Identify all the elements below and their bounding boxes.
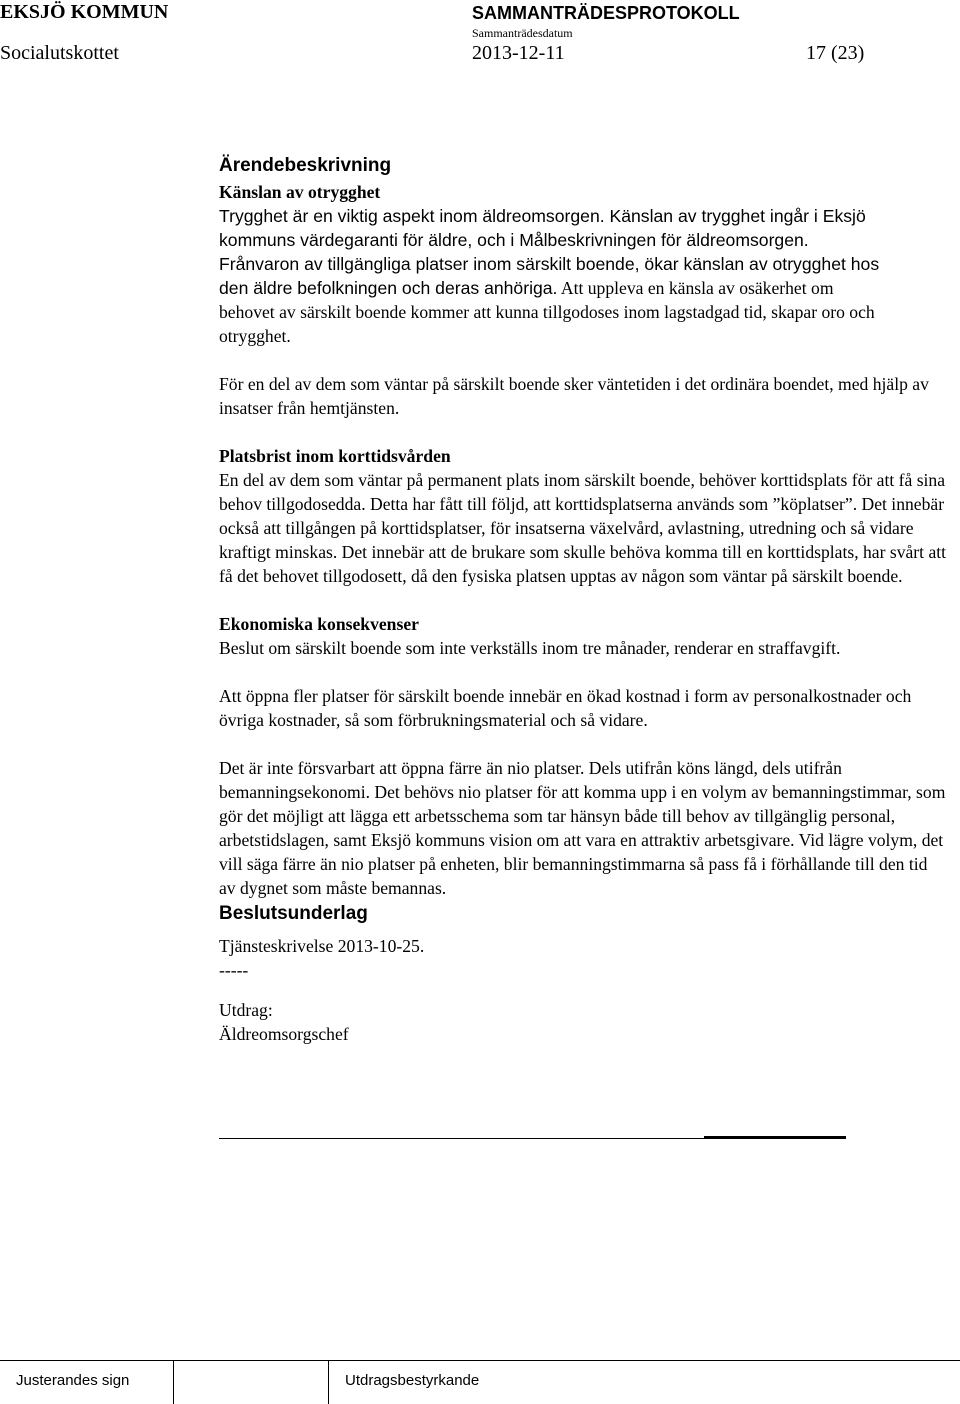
paragraph-line: Frånvaron av tillgängliga platser inom särskilt boende, ökar känslan av otrygghet hos (219, 254, 880, 274)
organization-name: EKSJÖ KOMMUN (0, 1, 169, 23)
meeting-date: 2013-12-11 (472, 42, 565, 64)
paragraph-line: Trygghet är en viktig aspekt inom äldreomsorgen. Känslan av trygghet ingår i Eksjö (219, 206, 866, 226)
excerpt-label: Utdrag: (219, 1000, 273, 1020)
paragraph-line (219, 276, 947, 300)
signature-line (219, 1138, 846, 1139)
footer-divider (0, 1360, 960, 1361)
paragraph: Att öppna fler platser för särskilt boende innebär en ökad kostnad i form av personalkostnader och övriga kostnader, så som förbrukningsmaterial och så vidare. (219, 686, 912, 730)
page-number: 17 (23) (806, 42, 865, 64)
footer-cell-divider (328, 1360, 329, 1404)
paragraph: behovet av särskilt boende kommer att kunna tillgodoses inom lagstadgad tid, skapar oro och otrygghet. (219, 302, 875, 346)
footer-certify-label: Utdragsbestyrkande (345, 1372, 480, 1389)
subheading-insecurity: Känslan av otrygghet (219, 182, 381, 202)
paragraph-segment: den äldre befolkningen och deras anhöriga. (219, 278, 558, 298)
paragraph-segment: Att uppleva en känsla av osäkerhet om (557, 278, 834, 298)
footer-cell-divider (173, 1360, 174, 1404)
paragraph: En del av dem som väntar på permanent plats inom särskilt boende, behöver korttidsplats för att få sina behov tillgodosedda. Detta har fått till följd, att korttidsplatserna används som ”köplatser”. Det innebär också att tillgången på korttidsplatser, för insatserna växelvård, avlastning, utredning och så vidare kraftigt minskas. Det innebär att de brukare som skulle behöva komma till en korttidsplats, har svårt att få det behovet tillgodosett, då den fysiska platsen upptas av någon som väntar på särskilt boende. (219, 470, 947, 586)
signature-line-bold (704, 1136, 846, 1138)
date-label: Sammanträdesdatum (472, 26, 573, 40)
separator-dashes: ----- (219, 960, 249, 980)
paragraph: Beslut om särskilt boende som inte verkställs inom tre månader, renderar en straffavgift. (219, 638, 841, 658)
footer-sign-label: Justerandes sign (16, 1372, 130, 1389)
paragraph: För en del av dem som väntar på särskilt boende sker väntetiden i det ordinära boendet, med hjälp av insatser från hemtjänsten. (219, 374, 929, 418)
section-heading-description: Ärendebeskrivning (219, 155, 392, 176)
committee-name: Socialutskottet (0, 42, 119, 64)
section-heading-basis: Beslutsunderlag (219, 903, 368, 924)
subheading-short-term-care: Platsbrist inom korttidsvården (219, 446, 451, 466)
paragraph-line: kommuns värdegaranti för äldre, och i Målbeskrivningen för äldreomsorgen. (219, 230, 809, 250)
paragraph: Det är inte försvarbart att öppna färre än nio platser. Dels utifrån köns längd, dels utifrån bemanningsekonomi. Det behövs nio platser för att komma upp i en volym av bemanningstimmar, som gör det möjligt att lägga ett arbetsschema som tar hänsyn både till behov av tillgänglig personal, arbetstidslagen, samt Eksjö kommuns vision om att vara en attraktiv arbetsgivare. Vid lägre volym, det vill säga färre än nio platser på enheten, blir bemanningstimmarna så pass få i förhållande till den tid av dygnet som måste bemannas. (219, 758, 946, 898)
subheading-economic-consequences: Ekonomiska konsekvenser (219, 614, 419, 634)
excerpt-recipient: Äldreomsorgschef (219, 1024, 349, 1044)
protocol-body (219, 152, 947, 1046)
basis-document: Tjänsteskrivelse 2013-10-25. (219, 936, 425, 956)
document-title: SAMMANTRÄDESPROTOKOLL (472, 3, 740, 23)
